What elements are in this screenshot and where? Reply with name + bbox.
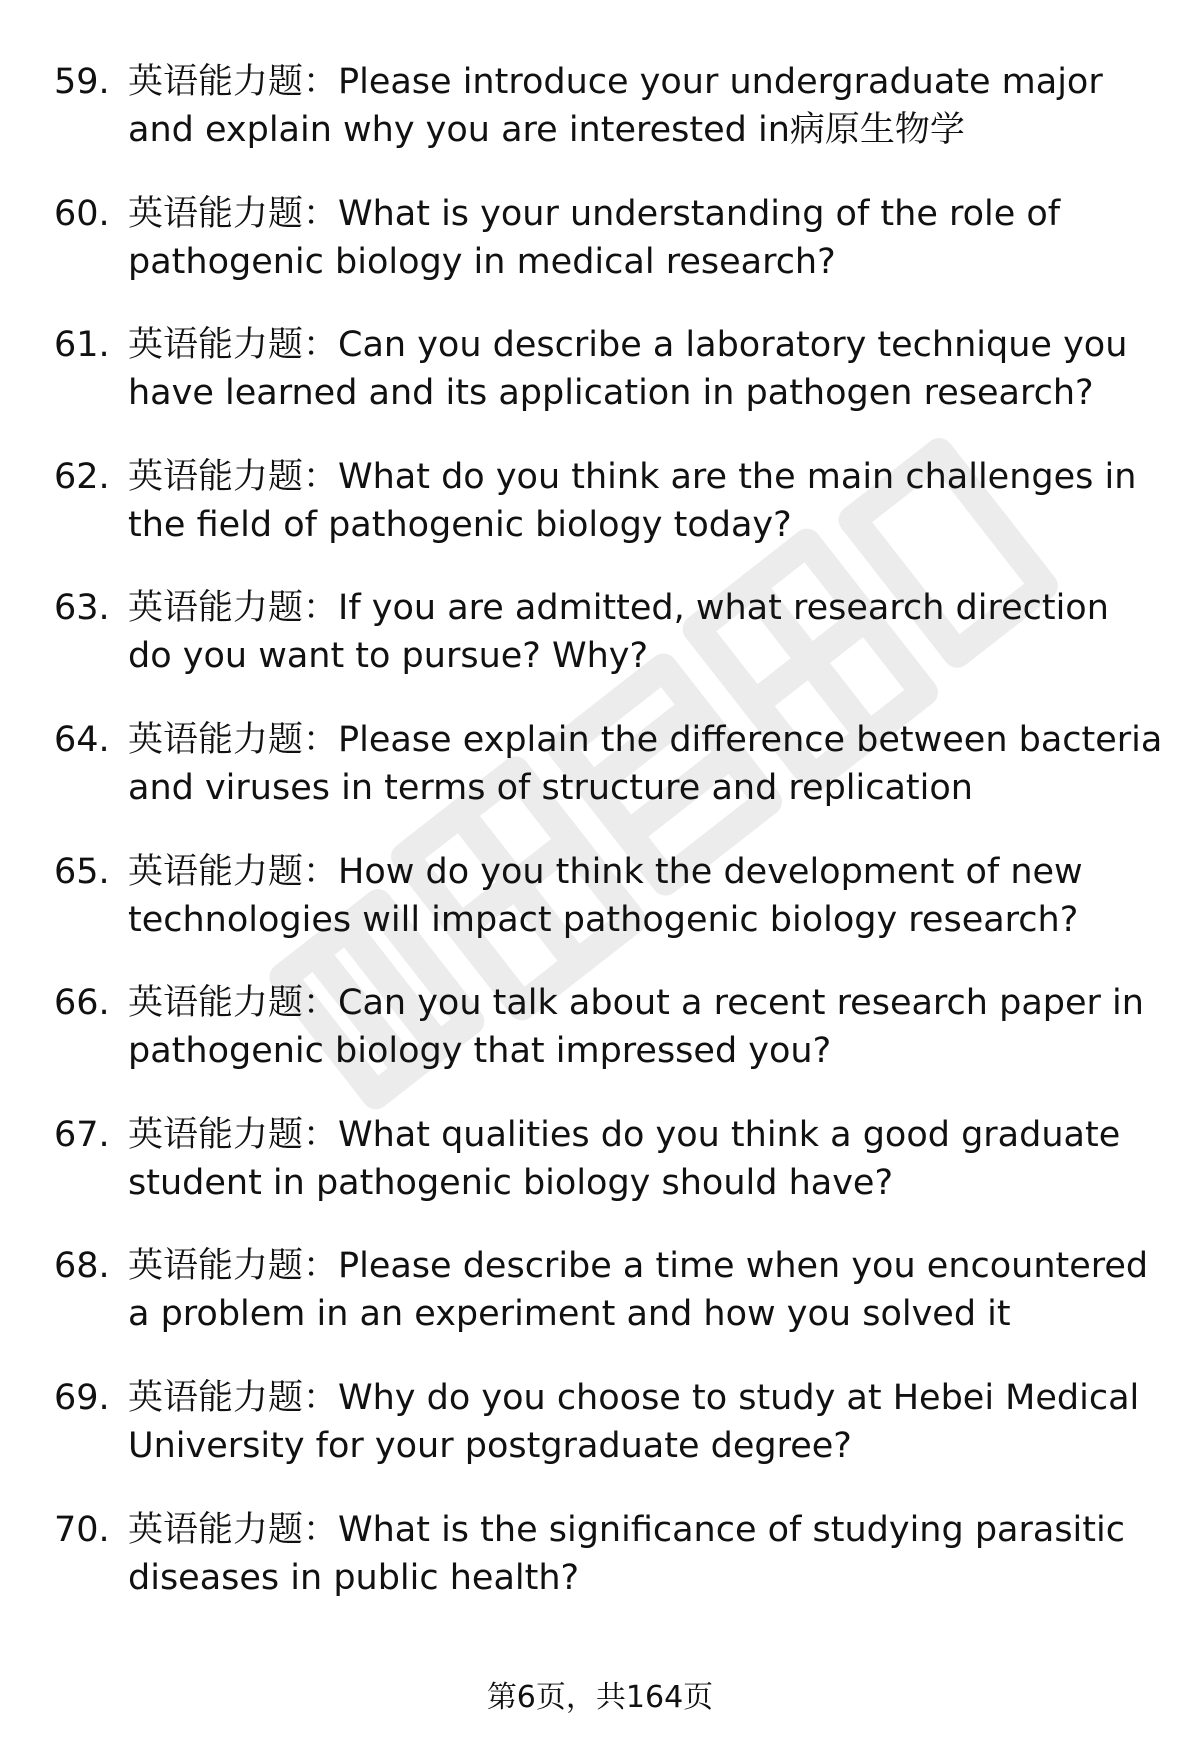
question-text: 英语能力题：What is the significance of studying parasitic diseases in public health? [128,1509,1125,1598]
question-number: 64. [54,719,110,760]
question-text: 英语能力题：What qualities do you think a good graduate student in pathogenic biology should have? [128,1114,1121,1203]
question-item [0,584,1200,716]
question-number: 70. [54,1509,110,1550]
question-text: 英语能力题：Can you talk about a recent research paper in pathogenic biology that impressed you? [128,983,1144,1072]
question-item [0,453,1200,585]
question-item [0,979,1200,1111]
question-item [0,1374,1200,1506]
question-number: 68. [54,1246,110,1287]
question-item [0,1506,1200,1638]
question-text: 英语能力题：Please introduce your undergraduate major and explain why you are interested in病原生物学 [128,62,1103,150]
page-footer: 第6页，共164页 [486,1680,714,1715]
question-item [0,1242,1200,1374]
question-item [0,58,1200,190]
question-number: 60. [54,193,110,234]
question-item [0,716,1200,848]
question-number: 69. [54,1377,110,1418]
question-list [0,58,1200,1637]
question-text: 英语能力题：What is your understanding of the role of pathogenic biology in medical research? [128,193,1061,282]
question-text: 英语能力题：If you are admitted, what research direction do you want to pursue? Why? [128,588,1109,677]
question-number: 67. [54,1114,110,1155]
question-text: 英语能力题：Can you describe a laboratory technique you have learned and its application in pathogen research? [128,325,1128,414]
question-text: 英语能力题：Please explain the difference between bacteria and viruses in terms of structure and replication [128,719,1163,808]
question-number: 61. [54,325,110,366]
question-number: 59. [54,62,110,102]
question-item [0,1111,1200,1243]
question-item [0,190,1200,322]
question-number: 63. [54,588,110,629]
question-text: 英语能力题：How do you think the development of new technologies will impact pathogenic biology research? [128,851,1083,940]
question-number: 65. [54,851,110,892]
question-text: 英语能力题：What do you think are the main challenges in the field of pathogenic biology today? [128,456,1137,545]
question-number: 62. [54,456,110,497]
question-item [0,848,1200,980]
question-text: 英语能力题：Please describe a time when you encountered a problem in an experiment and how you solved it [128,1246,1149,1335]
question-text: 英语能力题：Why do you choose to study at Hebei Medical University for your postgraduate degree? [128,1377,1140,1466]
question-number: 66. [54,983,110,1024]
question-item [0,321,1200,453]
